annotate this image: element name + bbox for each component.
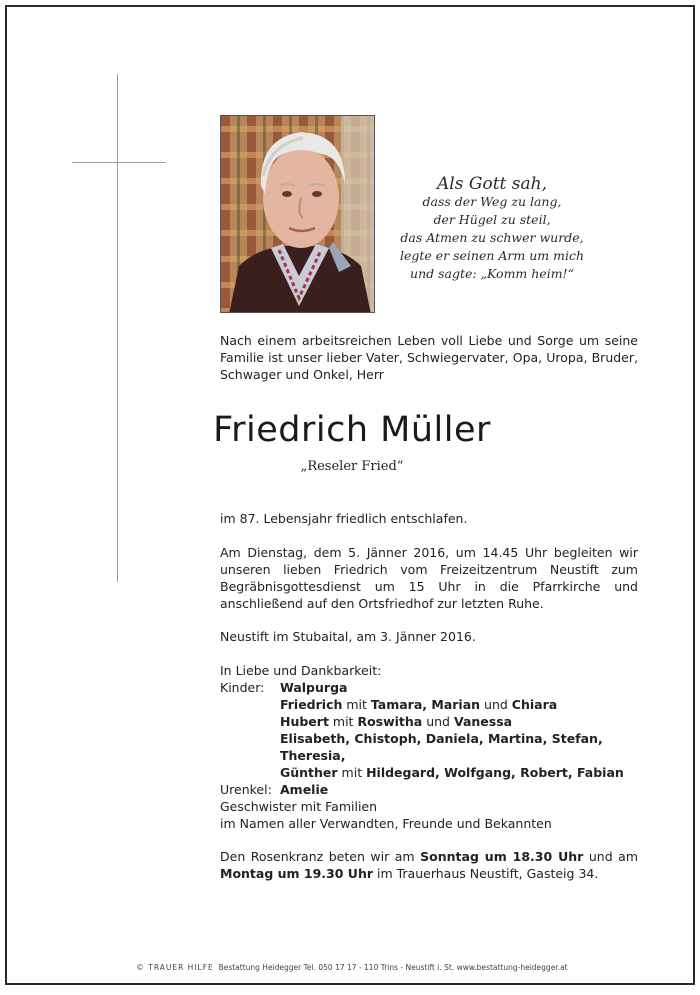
poem-line: dass der Weg zu lang, (422, 194, 562, 209)
poem-line: legte er seinen Arm um mich (399, 248, 585, 263)
partner-names: Roswitha (357, 714, 423, 729)
cross-vertical-line (117, 74, 118, 582)
connector-text: mit (337, 765, 367, 780)
great-grandchild-row (220, 781, 638, 798)
rosary-time-monday: Montag um 19.30 Uhr (220, 866, 374, 881)
connector-text: mit (342, 697, 371, 712)
partner-names: Chiara (511, 697, 558, 712)
poem-line: und sagte: „Komm heim!“ (410, 266, 574, 281)
poem-line: Als Gott sah, (437, 174, 547, 194)
footer (7, 963, 697, 972)
child-name: Walpurga (280, 680, 348, 695)
siblings-text: Geschwister mit Familien (220, 799, 378, 814)
poem-line: der Hügel zu steil, (433, 212, 551, 227)
partner-names: Vanessa (453, 714, 513, 729)
footer-contact: Bestattung Heidegger Tel. 050 17 17 - 110 Trins - Neustift i. St. www.bestattung-heidegger.at (218, 963, 568, 972)
funeral-paragraph: Am Dienstag, dem 5. Jänner 2016, um 14.45 Uhr begleiten wir unseren lieben Friedrich vom Freizeitzentrum Neustift zum Begräbnisgottesdienst um 15 Uhr in die Pfarrkirche und anschließend auf den Ortsfriedhof zur letzten Ruhe. (220, 545, 638, 611)
place-date: Neustift im Stubaital, am 3. Jänner 2016. (220, 629, 476, 644)
children-row (220, 679, 638, 696)
child-name: Hubert (280, 714, 329, 729)
connector-text: und (422, 714, 454, 729)
rosary-text: Den Rosenkranz beten wir am (220, 849, 421, 864)
relatives-text: im Namen aller Verwandten, Freunde und Bekannten (220, 816, 552, 831)
child-name: Friedrich (280, 697, 343, 712)
children-row (220, 764, 638, 781)
intro-paragraph: Nach einem arbeitsreichen Leben voll Liebe und Sorge um seine Familie ist unser lieber Vater, Schwiegervater, Opa, Uropa, Bruder, Schwager und Onkel, Herr (220, 333, 638, 382)
children-label: Kinder: (220, 680, 265, 695)
age-text: im 87. Lebensjahr friedlich entschlafen. (220, 511, 468, 526)
cross-horizontal-line (72, 162, 166, 163)
family-heading: In Liebe und Dankbarkeit: (220, 663, 382, 678)
obituary-page (5, 5, 695, 985)
grandchildren-names: Elisabeth, Chistoph, Daniela, Martina, Stefan, Theresia, (280, 731, 603, 763)
poem (392, 175, 592, 283)
portrait-illustration (221, 116, 375, 313)
rosary-text: im Trauerhaus Neustift, Gasteig 34. (373, 866, 599, 881)
rosary-text: und am (583, 849, 638, 864)
footer-brand: © TRAUER HILFE (136, 963, 214, 972)
portrait-photo (220, 115, 375, 313)
deceased-name: Friedrich Müller (213, 410, 491, 450)
connector-text: mit (328, 714, 358, 729)
great-grandchild-label: Urenkel: (220, 782, 272, 797)
children-row (220, 696, 638, 713)
child-name: Günther (280, 765, 338, 780)
partner-names: Tamara, Marian (370, 697, 481, 712)
rosary-paragraph (220, 848, 638, 882)
partner-names: Hildegard, Wolfgang, Robert, Fabian (366, 765, 624, 780)
great-grandchild-name: Amelie (280, 782, 329, 797)
rosary-time-sunday: Sonntag um 18.30 Uhr (420, 849, 584, 864)
deceased-nickname: „Reseler Fried“ (300, 459, 404, 474)
connector-text: und (480, 697, 512, 712)
poem-line: das Atmen zu schwer wurde, (400, 230, 584, 245)
children-row (220, 730, 638, 764)
children-row (220, 713, 638, 730)
family-section (220, 662, 638, 832)
